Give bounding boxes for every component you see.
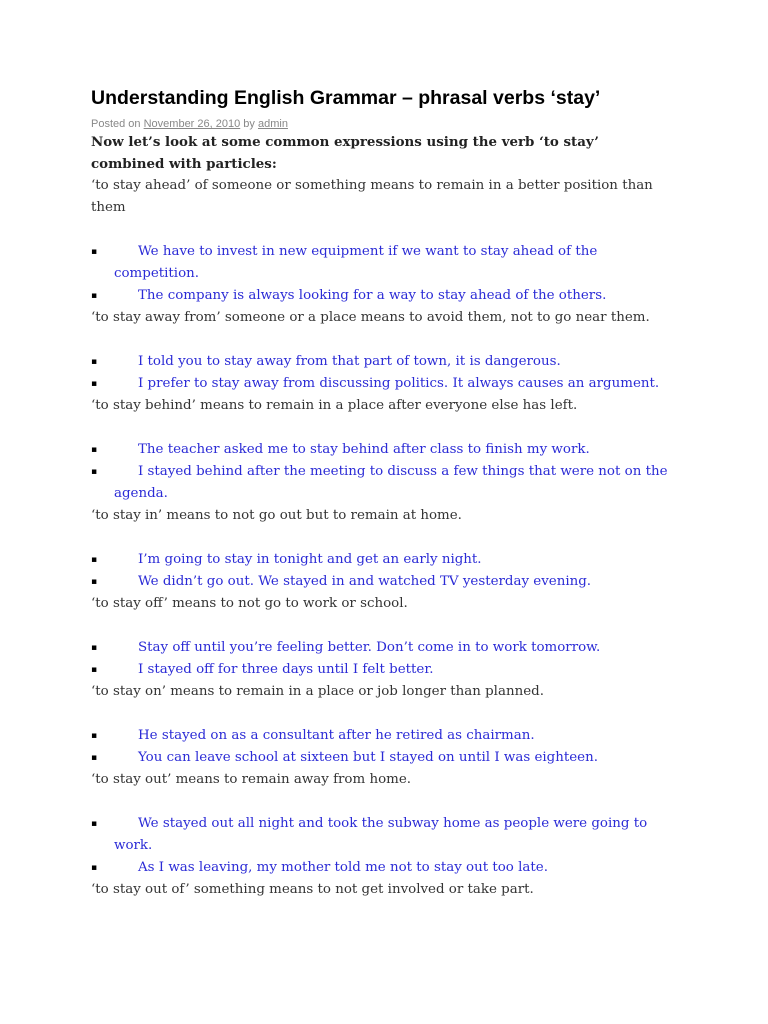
example-sentence: The teacher asked me to stay behind after class to finish my work.: [138, 442, 590, 457]
paragraph-spacer: [91, 219, 671, 241]
square-bullet-icon: ▪: [91, 643, 98, 653]
example-sentence: I stayed off for three days until I felt better.: [138, 662, 434, 677]
example-sentence: We didn’t go out. We stayed in and watched TV yesterday evening.: [138, 574, 592, 589]
example-item: [91, 571, 671, 593]
example-sentence: He stayed on as a consultant after he retired as chairman.: [138, 728, 535, 743]
definition-text: ‘to stay out of’ something means to not get involved or take part.: [91, 882, 534, 897]
square-bullet-icon: ▪: [91, 467, 98, 477]
square-bullet-icon: ▪: [91, 665, 98, 675]
paragraph-spacer: [91, 615, 671, 637]
example-item: [91, 285, 671, 307]
phrasal-verb-section: [91, 593, 671, 681]
definition-text: ‘to stay off’ means to not go to work or school.: [91, 596, 408, 611]
square-bullet-icon: ▪: [91, 379, 98, 389]
example-sentence: Stay off until you’re feeling better. Don’t come in to work tomorrow.: [138, 640, 601, 655]
example-sentence: We stayed out all night and took the subway home as people were going to work.: [114, 816, 648, 853]
example-list: [91, 549, 671, 593]
example-sentence: I stayed behind after the meeting to discuss a few things that were not on the agenda.: [114, 464, 668, 501]
phrasal-verb-sections: [91, 175, 671, 901]
paragraph-spacer: [91, 527, 671, 549]
square-bullet-icon: ▪: [91, 577, 98, 587]
example-sentence: We have to invest in new equipment if we want to stay ahead of the competition.: [114, 244, 598, 281]
example-list: [91, 813, 671, 879]
example-item: [91, 351, 671, 373]
post-date-link[interactable]: November 26, 2010: [143, 118, 241, 130]
article: [91, 86, 671, 901]
definition-text: ‘to stay away from’ someone or a place means to avoid them, not to go near them.: [91, 310, 650, 325]
example-sentence: I’m going to stay in tonight and get an early night.: [138, 552, 482, 567]
square-bullet-icon: ▪: [91, 445, 98, 455]
example-item: [91, 813, 671, 857]
example-item: [91, 659, 671, 681]
phrasal-verb-section: [91, 879, 671, 901]
example-sentence: As I was leaving, my mother told me not to stay out too late.: [138, 860, 548, 875]
square-bullet-icon: ▪: [91, 357, 98, 367]
example-item: [91, 637, 671, 659]
square-bullet-icon: ▪: [91, 291, 98, 301]
example-list: [91, 725, 671, 769]
example-item: [91, 373, 671, 395]
example-list: [91, 637, 671, 681]
square-bullet-icon: ▪: [91, 731, 98, 741]
paragraph-spacer: [91, 791, 671, 813]
phrasal-verb-section: [91, 505, 671, 593]
intro-paragraph: Now let’s look at some common expressions using the verb ‘to stay’ combined with particles:: [91, 134, 599, 172]
example-list: [91, 351, 671, 395]
example-list: [91, 439, 671, 505]
definition-text: ‘to stay ahead’ of someone or something means to remain in a better position than them: [91, 178, 653, 215]
square-bullet-icon: ▪: [91, 247, 98, 257]
square-bullet-icon: ▪: [91, 863, 98, 873]
example-item: [91, 439, 671, 461]
square-bullet-icon: ▪: [91, 555, 98, 565]
post-meta: [91, 117, 671, 131]
phrasal-verb-section: [91, 769, 671, 879]
phrasal-verb-section: [91, 395, 671, 505]
example-item: [91, 549, 671, 571]
phrasal-verb-section: [91, 307, 671, 395]
paragraph-spacer: [91, 417, 671, 439]
example-item: [91, 241, 671, 285]
example-sentence: The company is always looking for a way to stay ahead of the others.: [138, 288, 607, 303]
by-label: by: [243, 118, 255, 130]
definition-text: ‘to stay behind’ means to remain in a place after everyone else has left.: [91, 398, 578, 413]
square-bullet-icon: ▪: [91, 753, 98, 763]
definition-text: ‘to stay on’ means to remain in a place or job longer than planned.: [91, 684, 544, 699]
example-sentence: You can leave school at sixteen but I stayed on until I was eighteen.: [138, 750, 598, 765]
posted-on-label: Posted on: [91, 118, 141, 130]
example-sentence: I prefer to stay away from discussing politics. It always causes an argument.: [138, 376, 660, 391]
paragraph-spacer: [91, 329, 671, 351]
definition-text: ‘to stay in’ means to not go out but to remain at home.: [91, 508, 462, 523]
author-link[interactable]: admin: [257, 118, 288, 130]
example-list: [91, 241, 671, 307]
paragraph-spacer: [91, 703, 671, 725]
example-item: [91, 857, 671, 879]
article-title: Understanding English Grammar – phrasal verbs ‘stay’: [91, 87, 601, 109]
example-item: [91, 747, 671, 769]
example-item: [91, 461, 671, 505]
square-bullet-icon: ▪: [91, 819, 98, 829]
phrasal-verb-section: [91, 175, 671, 307]
example-sentence: I told you to stay away from that part of town, it is dangerous.: [138, 354, 561, 369]
example-item: [91, 725, 671, 747]
definition-text: ‘to stay out’ means to remain away from home.: [91, 772, 412, 787]
phrasal-verb-section: [91, 681, 671, 769]
